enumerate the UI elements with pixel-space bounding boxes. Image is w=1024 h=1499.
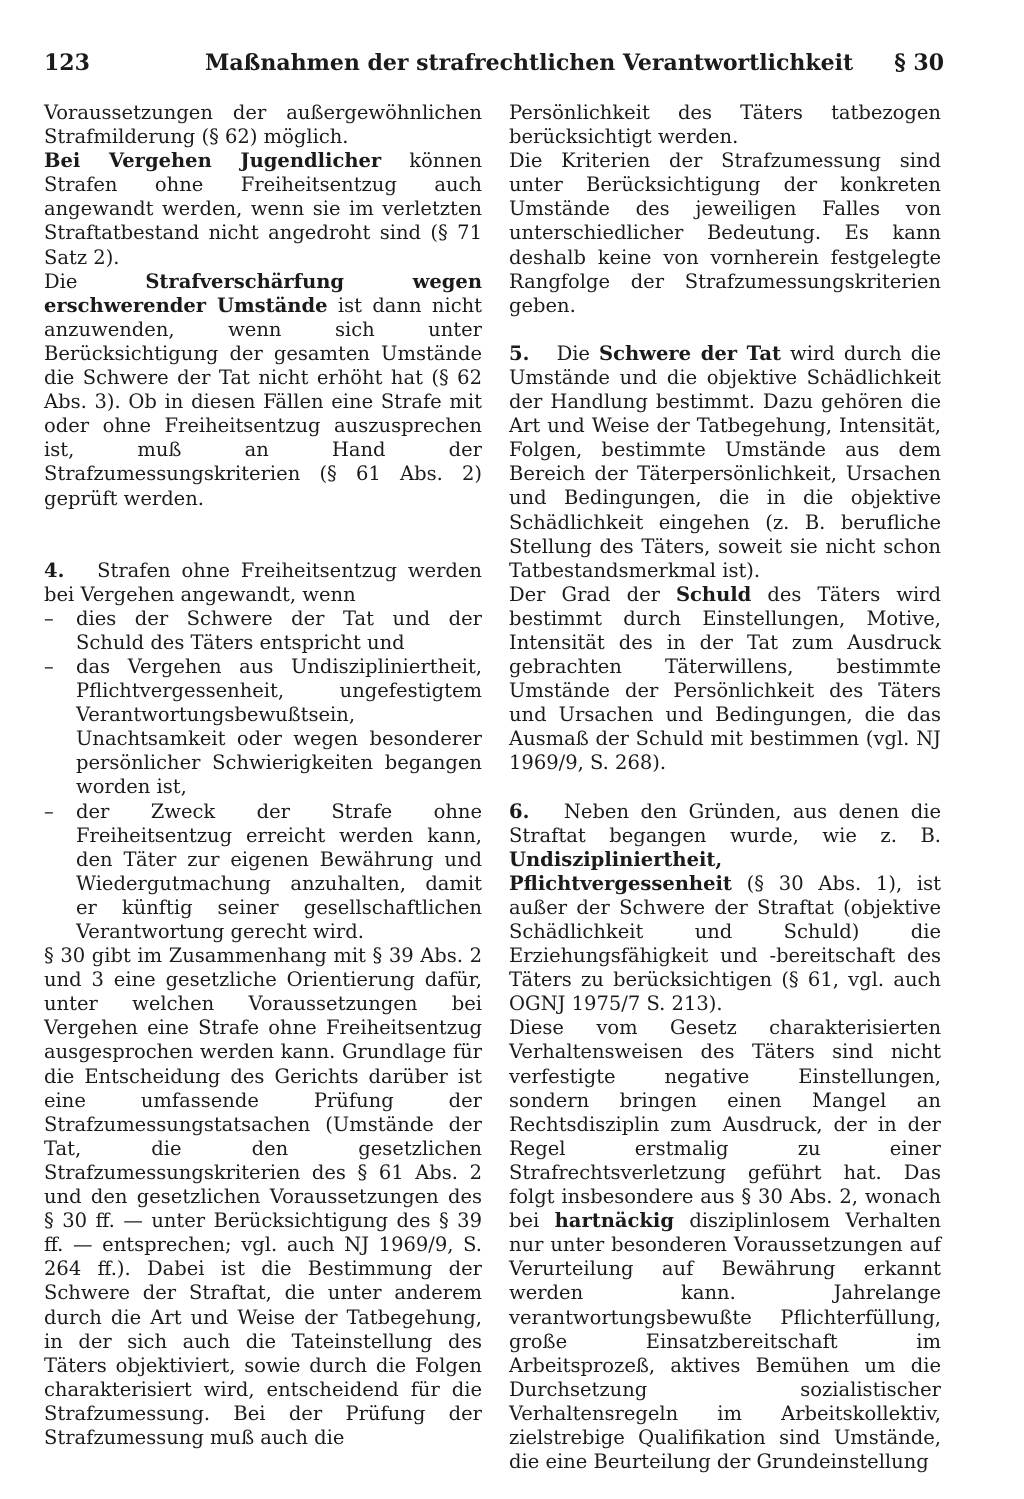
list-item-text: der Zweck der Strafe ohne Freiheitsentzug erreicht werden kann, den Täter zur eigenen Bewährung und Wiedergutmachung anzuhalten, damit er künftig seiner gesellschaftlichen Verantwortung gerecht wird. [76, 799, 482, 943]
numbered-paragraph [509, 800, 941, 1017]
paragraph-text: (§ 30 Abs. 1), ist außer der Schwere der Straftat (objektive Schädlichkeit und Schuld) die Erziehungsfähigkeit und -bereitschaft des Täters zu berücksichtigen (§ 61, vgl. auch OGNJ 1975/7 S. 213). [509, 871, 941, 1016]
condition-list [44, 607, 482, 944]
bold-term: Strafverschärfung wegen erschwerender Umstände [44, 269, 482, 317]
bold-term: Bei Vergehen Jugendlicher [44, 149, 382, 173]
paragraph-text: können Strafen ohne Freiheitsentzug auch angewandt werden, wenn sie im verletzten Straftatbestand nicht angedroht sind (§ 71 Satz 2). [44, 149, 482, 269]
numbered-paragraph [44, 559, 482, 607]
dash-marker: – [44, 799, 54, 823]
paragraph-number: 6. [509, 799, 530, 823]
dash-marker: – [44, 654, 54, 678]
paragraph [44, 149, 482, 269]
left-column [44, 101, 482, 1450]
paragraph [44, 270, 482, 511]
paragraph: Voraussetzungen der außergewöhnlichen Strafmilderung (§ 62) möglich. [44, 101, 482, 149]
right-column [509, 101, 941, 1474]
list-item [44, 607, 482, 655]
page-number: 123 [44, 50, 90, 76]
page-header [44, 50, 944, 86]
dash-marker: – [44, 606, 54, 630]
paragraph: § 30 gibt im Zusammenhang mit § 39 Abs. 2 und 3 eine gesetzliche Orientierung dafür, unter welchen Voraussetzungen bei Vergehen eine Strafe ohne Freiheitsentzug ausgesprochen werden kann. Grundlage für die Entscheidung des Gerichts darüber ist eine umfassende Prüfung der Strafzumessungstatsachen (Umstände der Tat, die den gesetzlichen Strafzumessungskriterien des § 61 Abs. 2 und den gesetzlichen Voraussetzungen des § 30 ff. — unter Berücksichtigung des § 39 ff. — entsprechen; vgl. auch NJ 1969/9, S. 264 ff.). Dabei ist die Bestimmung der Schwere der Straftat, die unter anderem durch die Art und Weise der Tatbegehung, in der sich auch die Tateinstellung des Täters objektiviert, sowie durch die Folgen charakterisiert wird, entscheidend für die Strafzumessung. Bei der Prüfung der Strafzumessung muß auch die [44, 944, 482, 1449]
paragraph-text: ist dann nicht anzuwenden, wenn sich unter Berücksichtigung der gesamten Umstände die Schwere der Tat nicht erhöht hat (§ 62 Abs. 3). Ob in diesen Fällen eine Strafe mit oder ohne Freiheitsentzug auszusprechen ist, muß an Hand der Strafzumessungskriterien (§ 61 Abs. 2) geprüft werden. [44, 293, 483, 510]
bold-term: hartnäckig [554, 1209, 674, 1233]
paragraph-text: wird durch die Umstände und die objektive Schädlichkeit der Handlung bestimmt. Dazu gehören die Art und Weise der Tatbegehung, Intensität, Folgen, bestimmte Umstände aus dem Bereich der Täterpersönlichkeit, Ursachen und Bedingungen, die in die objektive Schädlichkeit eingehen (z. B. berufliche Stellung des Täters, soweit sie nicht schon Tatbestandsmerkmal ist). [509, 341, 941, 582]
list-item-text: das Vergehen aus Undiszipliniertheit, Pflichtvergessenheit, ungefestigtem Verantwortungsbewußtsein, Unachtsamkeit oder wegen besonderer persönlicher Schwierigkeiten begangen worden ist, [76, 654, 482, 799]
paragraph: Die Kriterien der Strafzumessung sind unter Berücksichtigung der konkreten Umstände des jeweiligen Falles von unterschiedlicher Bedeutung. Es kann deshalb keine von vornherein festgelegte Rangfolge der Strafzumessungskriterien geben. [509, 149, 941, 317]
paragraph-text: Neben den Gründen, aus denen die Straftat begangen wurde, wie z. B. [509, 799, 941, 847]
section-marker: § 30 [894, 50, 944, 76]
bold-term: Schwere der Tat [599, 341, 781, 365]
paragraph-text: Diese vom Gesetz charakterisierten Verhaltensweisen des Täters sind nicht verfestigte negative Einstellungen, sondern bringen einen Mangel an Rechtsdisziplin zum Ausdruck, der in der Regel erstmalig zu einer Strafrechtsverletzung geführt hat. Das folgt insbesondere aus § 30 Abs. 2, wonach bei [509, 1016, 941, 1233]
list-item [44, 655, 482, 800]
paragraph-text: Der Grad der [509, 582, 676, 606]
paragraph [509, 1016, 941, 1474]
running-title: Maßnahmen der strafrechtlichen Verantwortlichkeit [205, 50, 854, 76]
paragraph-text: Strafen ohne Freiheitsentzug werden bei Vergehen angewandt, wenn [44, 558, 482, 606]
bold-term: Undiszipliniertheit, Pflichtvergessenheit [509, 847, 732, 895]
paragraph-text: disziplinlosem Verhalten nur unter besonderen Voraussetzungen auf Verurteilung auf Bewährung erkannt werden kann. Jahrelange verantwortungsbewußte Pflichterfüllung, große Einsatzbereitschaft im Arbeitsprozeß, aktives Bemühen um die Durchsetzung sozialistischer Verhaltensregeln im Arbeitskollektiv, zielstrebige Qualifikation sind Umstände, die eine Beurteilung der Grundeinstellung [509, 1209, 941, 1474]
paragraph-number: 5. [509, 341, 530, 365]
paragraph-text: Die [556, 341, 600, 365]
numbered-paragraph [509, 342, 941, 583]
paragraph-text: des Täters wird bestimmt durch Einstellungen, Motive, Intensität des in der Tat zum Ausdruck gebrachten Täterwillens, bestimmte Umstände der Persönlichkeit des Täters und Ursachen und Bedingungen, die das Ausmaß der Schuld mit bestimmen (vgl. NJ 1969/9, S. 268). [509, 582, 941, 775]
paragraph [509, 583, 941, 776]
paragraph-number: 4. [44, 558, 65, 582]
paragraph: Persönlichkeit des Täters tatbezogen berücksichtigt werden. [509, 101, 941, 149]
bold-term: Schuld [675, 582, 752, 606]
list-item [44, 800, 482, 945]
list-item-text: dies der Schwere der Tat und der Schuld des Täters entspricht und [76, 606, 482, 654]
paragraph-text: Die [44, 269, 146, 293]
